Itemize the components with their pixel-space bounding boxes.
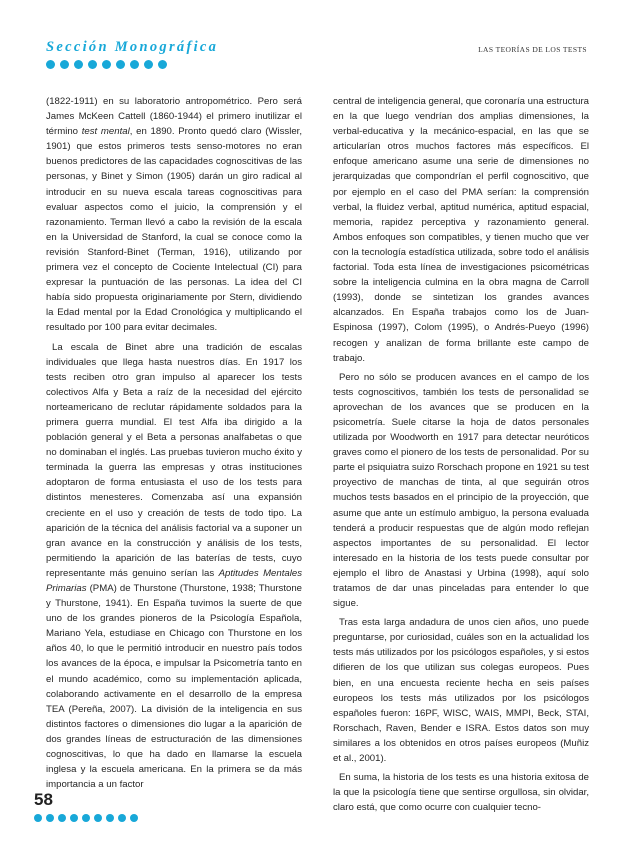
header-dots [46, 60, 167, 69]
decorative-dot [102, 60, 111, 69]
italic-term: test mental [81, 126, 130, 138]
paragraph: Pero no sólo se producen avances en el campo de los tests cognoscitivos, también los tests de personalidad se aprovechan de los avances que se producen en la psicometría. Suele citarse la hoja de datos personales utilizada por Woodworth en 1917 para detectar neuróticos graves como el pionero de los tests de personalidad. Por su parte el psiquiatra suizo Rorschach propone en 1921 su test proyectivo de manchas de tinta, al que seguirán otros muchos tests basados en el principio de la proyección, que asume que ante un estímulo ambiguo, la persona evaluada tenderá a producir respuestas que de algún modo reflejan aspectos importantes de su personalidad. El lector interesado en la historia de los tests puede consultar por ejemplo el libro de Anastasi y Urbina (1998), aquí solo tratamos de dar unas pinceladas para entender lo que sigue. [333, 371, 589, 610]
section-title: Sección Monográfica [46, 39, 219, 55]
decorative-dot [130, 814, 138, 822]
left-column [46, 94, 302, 792]
continued-paragraph: (1822-1911) en su laboratorio antropométrico. Pero será James McKeen Cattell (1860-1944) el primero inutilizar el término test mental, en 1890. Pronto quedó claro (Wissler, 1901) que estos primeros tests senso-motores no eran buenos predictores de las capacidades cognoscitivas de las personas, y Binet y Simon (1905) darán un giro radical al introducir en su nueva escala tareas cognoscitivas para evaluar aspectos como el juicio, la comprensión y el razonamiento. Terman llevó a cabo la revisión de la escala en la Universidad de Stanford, la cual se conoce como la revisión Stanford-Binet (Terman, 1916), utilizando por primera vez el concepto de Cociente Intelectual (CI) para expresar la puntuación de las personas. La idea del CI había sido propuesta originariamente por Stern, dividiendo la Edad mental por la Edad Cronológica y multiplicando el resultado por 100 para evitar decimales. [46, 96, 302, 334]
decorative-dot [34, 814, 42, 822]
decorative-dot [158, 60, 167, 69]
running-head: LAS TEORÍAS DE LOS TESTS [478, 45, 587, 54]
decorative-dot [46, 60, 55, 69]
right-column [333, 94, 589, 815]
page-number: 58 [34, 790, 53, 809]
decorative-dot [82, 814, 90, 822]
paragraph: Tras esta larga andadura de unos cien años, uno puede preguntarse, por curiosidad, cuáles son en la actualidad los tests más utilizados por los psicólogos españoles, y si estos difieren de los que utilizan sus colegas europeos. Pues bien, en una encuesta reciente hecha en seis países europeos los tests más utilizados por los psicólogos españoles fueron: 16PF, WISC, WAIS, MMPI, Beck, STAI, Rorschach, Raven, Bender e ISRA. Estos datos son muy similares a los obtenidos en otros países europeos (Muñiz et al., 2001). [333, 617, 589, 765]
decorative-dot [144, 60, 153, 69]
decorative-dot [118, 814, 126, 822]
footer-dots [34, 814, 138, 822]
decorative-dot [70, 814, 78, 822]
decorative-dot [58, 814, 66, 822]
decorative-dot [88, 60, 97, 69]
decorative-dot [74, 60, 83, 69]
decorative-dot [94, 814, 102, 822]
paragraph: La escala de Binet abre una tradición de escalas individuales que llega hasta nuestros días. En 1917 los tests reciben otro gran impulso al aparecer los tests colectivos Alfa y Beta a raíz de la necesidad del ejército norteamericano de reclutar rápidamente soldados para la primera guerra mundial. El test Alfa iba dirigido a la población general y el Beta a personas analfabetas o que no dominaban el inglés. Las pruebas tuvieron mucho éxito y terminada la guerra las empresas y otras instituciones adoptaron de forma entusiasta el uso de los tests para distintos menesteres. Comenzaba así una expansión creciente en el uso y creación de tests de todo tipo. La aparición de la técnica del análisis factorial va a suponer un gran avance en la construcción y análisis de los tests, permitiendo la aparición de las baterías de tests, cuyo representante más genuino serían las Aptitudes Mentales Primarias (PMA) de Thurstone (Thurstone, 1938; Thurstone y Thurstone, 1941). En España tuvimos la suerte de que uno de los grandes pioneros de la Psicología Española, Mariano Yela, estudiase en Chicago con Thurstone en los años 40, lo que le permitió introducir en nuestro país todos los avances de la época, e impulsar la Psicometría tanto en el mundo académico, como su implementación aplicada, colaborando activamente en el desarrollo de la empresa TEA (Pereña, 2007). La división de la inteligencia en sus distintos factores o dimensiones dio lugar a la aparición de dos grandes líneas de estructuración de las dimensiones cognoscitivas, lo que ha dado en llamarse la escuela inglesa y la escuela americana. En la primera se da más importancia a un factor [46, 341, 302, 791]
decorative-dot [46, 814, 54, 822]
decorative-dot [106, 814, 114, 822]
paragraph: En suma, la historia de los tests es una historia exitosa de la que la psicología tiene que sentirse orgullosa, sin olvidar, claro está, que como ocurre con cualquier tecno- [333, 772, 589, 814]
continued-paragraph: central de inteligencia general, que coronaría una estructura en la que luego vendrían dos amplias dimensiones, la verbal-educativa y la mecánico-espacial, en las que se articularían otros muchos factores más específicos. El enfoque americano asume una serie de dimensiones no jerarquizadas que compondrían el perfil cognoscitivo, que por ejemplo en el caso del PMA serían: la comprensión verbal, la fluidez verbal, aptitud numérica, aptitud espacial, memoria, rapidez perceptiva y razonamiento general. Ambos enfoques son compatibles, y tienen mucho que ver con la tecnología estadística utilizada, sobre todo el análisis factorial. Toda esta línea de investigaciones psicométricas sobre la inteligencia culmina en la obra magna de Carroll (1993), donde se sintetizan los grandes avances alcanzados. En España trabajos como los de Juan-Espinosa (1997), Colom (1995), o Andrés-Pueyo (1996) recogen y analizan de forma brillante este campo de trabajo. [333, 96, 589, 364]
italic-term: Aptitudes Mentales Primarias [46, 567, 302, 594]
decorative-dot [60, 60, 69, 69]
decorative-dot [116, 60, 125, 69]
decorative-dot [130, 60, 139, 69]
